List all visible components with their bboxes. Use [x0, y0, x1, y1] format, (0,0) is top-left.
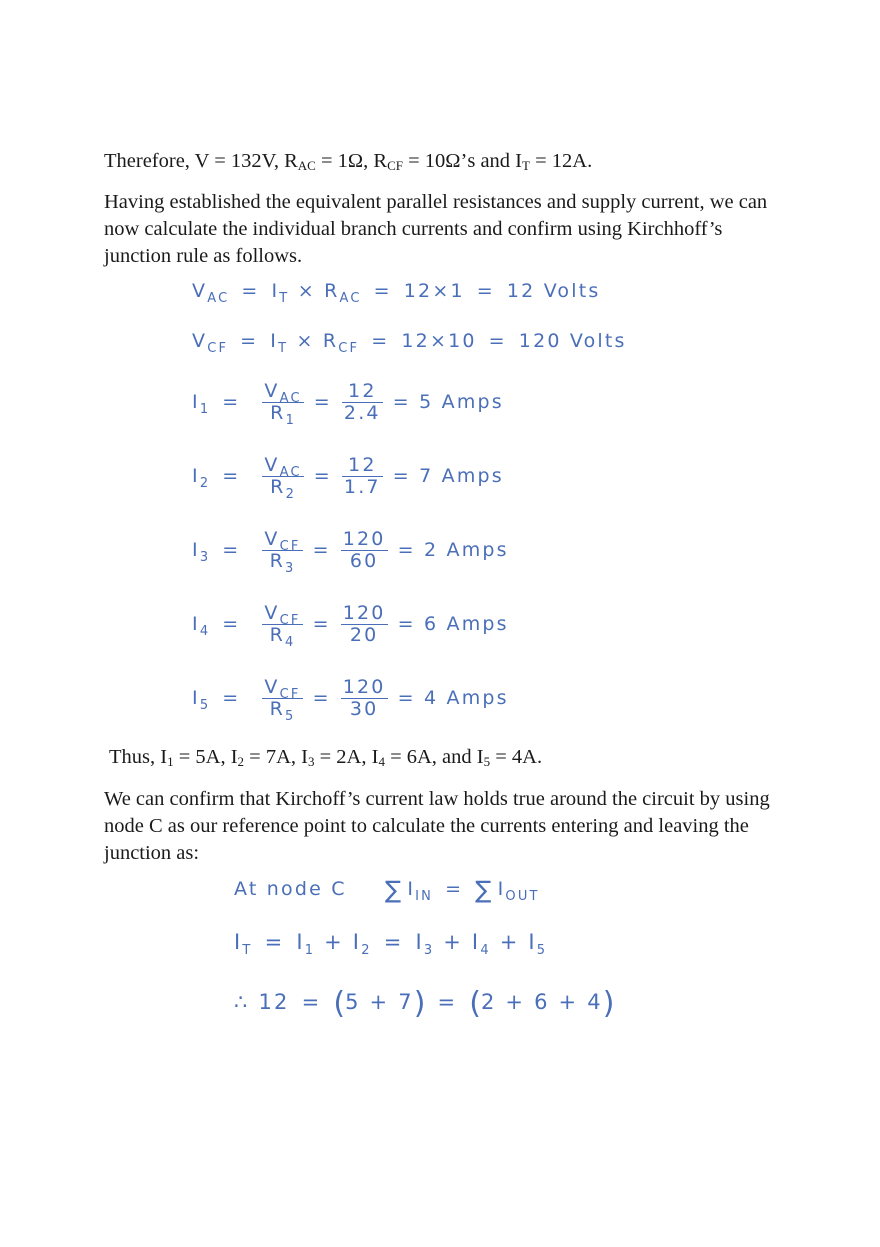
confirm-paragraph: We can confirm that Kirchoff’s current law holds true around the circuit by using node C as our reference point to calculate the currents entering and leaving the junction as:	[104, 788, 770, 864]
thus-line: Thus, $I_1 = 5A$, $I_2 = 7A$, $I_3 = 2A$, $I_4 = 6A$, and $I_5 = 4A$.	[109, 746, 543, 769]
summation-symbol: ∑	[384, 876, 404, 904]
kcl-numeric-equation: ∴ 12 = (5 + 7) = (2 + 6 + 4)	[234, 986, 615, 1021]
therefore-symbol: ∴	[234, 990, 250, 1014]
current-equation-i1: $I_1$ = $\frac{V_{AC}}{R_1}$ = $\frac{12}{2.4}$ = 5 Amps	[192, 380, 504, 428]
current-equation-i3: $I_3$ = $\frac{V_{CF}}{R_3}$ = $\frac{120}{60}$ = 2 Amps	[192, 528, 509, 576]
kcl-current-equation: $I_T = I_1 + I_2 = I_3 + I_4 + I_5$	[234, 930, 548, 958]
current-equation-i2: $I_2$ = $\frac{V_{AC}}{R_2}$ = $\frac{12}{1.7}$ = 7 Amps	[192, 454, 504, 502]
node-c-equation: At node C ∑ $I_{IN}$ = ∑ $I_{OUT}$	[234, 876, 540, 904]
current-equation-i5: $I_5$ = $\frac{V_{CF}}{R_5}$ = $\frac{120}{30}$ = 4 Amps	[192, 676, 509, 724]
intro-paragraph: Having established the equivalent parallel resistances and supply current, we can now calculate the individual branch currents and confirm using Kirchhoff’s junction rule as follows.	[104, 191, 768, 267]
current-equation-i4: $I_4$ = $\frac{V_{CF}}{R_4}$ = $\frac{120}{20}$ = 6 Amps	[192, 602, 509, 650]
voltage-equation-vcf: $V_{CF} = I_T \times R_{CF} = 12\times 10 = 120$ Volts	[192, 330, 627, 356]
summary-line: Therefore, V = 132V, $R_{AC} = 1\Omega$, $R_{CF}$ = 10Ω’s and $I_T = 12A$.	[104, 150, 593, 173]
voltage-equation-vac: $V_{AC} = I_T \times R_{AC} = 12\times 1 = 12$ Volts	[192, 280, 601, 306]
